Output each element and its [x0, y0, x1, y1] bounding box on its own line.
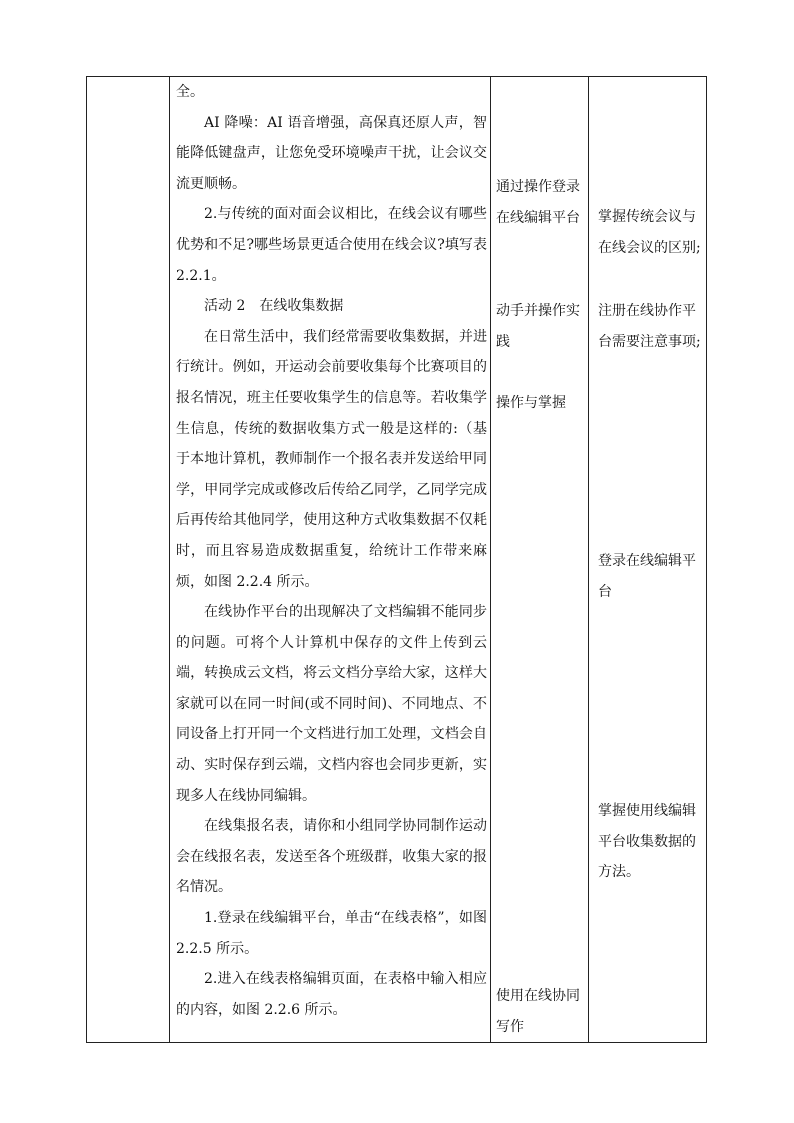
- content-paragraph: 在线协作平台的出现解决了文档编辑不能同步的问题。可将个人计算机中保存的文件上传到云端，转换成云文档，将云文档分享给大家，这样大家就可以在同一时间(或不同时间)、不同地点、不同设备上打开同一个文档进行加工处理，文档会自动、实时保存到云端，文档内容也会同步更新，实现多人在线协同编辑。: [176, 604, 487, 804]
- design-intent-note: 掌握传统会议与 在线会议的区别;: [598, 209, 701, 256]
- content-paragraph: 在线集报名表，请你和小组同学协同制作运动会在线报名表，发送至各个班级群，收集大家的报名情况。: [176, 818, 487, 896]
- content-paragraph: AI 降噪：AI 语音增强，高保真还原人声，智能降低键盘声，让您免受环境噪声干扰，让会议交流更顺畅。: [176, 114, 487, 192]
- content-paragraph: 2.与传统的面对面会议相比，在线会议有哪些优势和不足?哪些场景更适合使用在线会议?填写表 2.2.1。: [176, 206, 487, 284]
- content-paragraph: 1.登录在线编辑平台，单击“在线表格”，如图 2.2.5 所示。: [176, 910, 487, 957]
- student-activity-note: 使用在线协同 写作: [496, 988, 580, 1035]
- student-activity-note: 操作与掌握: [496, 395, 566, 411]
- design-intent-note: 登录在线编辑平 台: [598, 553, 696, 600]
- column-divider-1: [169, 77, 170, 1042]
- content-paragraph: 在日常生活中，我们经常需要收集数据，并进行统计。例如，开运动会前要收集每个比赛项目的报名情况，班主任要收集学生的信息等。若收集学生信息，传统的数据收集方式一般是这样的:（基于本地计算机，教师制作一个报名表并发送给甲同学，甲同学完成或修改后传给乙同学，乙同学完成后再传给其他同学，使用这种方式收集数据不仅耗时，而且容易造成数据重复，给统计工作带来麻烦，如图 2.2.4 所示。: [176, 328, 487, 590]
- activity-heading: 活动 2 在线收集数据: [204, 298, 344, 315]
- student-activity-note: 动手并操作实 践: [496, 303, 580, 350]
- content-paragraph: 全。: [176, 84, 204, 100]
- design-intent-note: 掌握使用线编辑 平台收集数据的 方法。: [598, 803, 696, 881]
- teaching-content-column: [176, 77, 487, 1025]
- column-divider-3: [588, 77, 589, 1042]
- content-paragraph: 2.进入在线表格编辑页面，在表格中输入相应的内容，如图 2.2.6 所示。: [176, 971, 487, 1018]
- design-intent-note: 注册在线协作平 台需要注意事项;: [598, 303, 701, 350]
- lesson-table: [86, 76, 707, 1043]
- column-divider-2: [490, 77, 491, 1042]
- student-activity-note: 通过操作登录 在线编辑平台: [496, 179, 580, 226]
